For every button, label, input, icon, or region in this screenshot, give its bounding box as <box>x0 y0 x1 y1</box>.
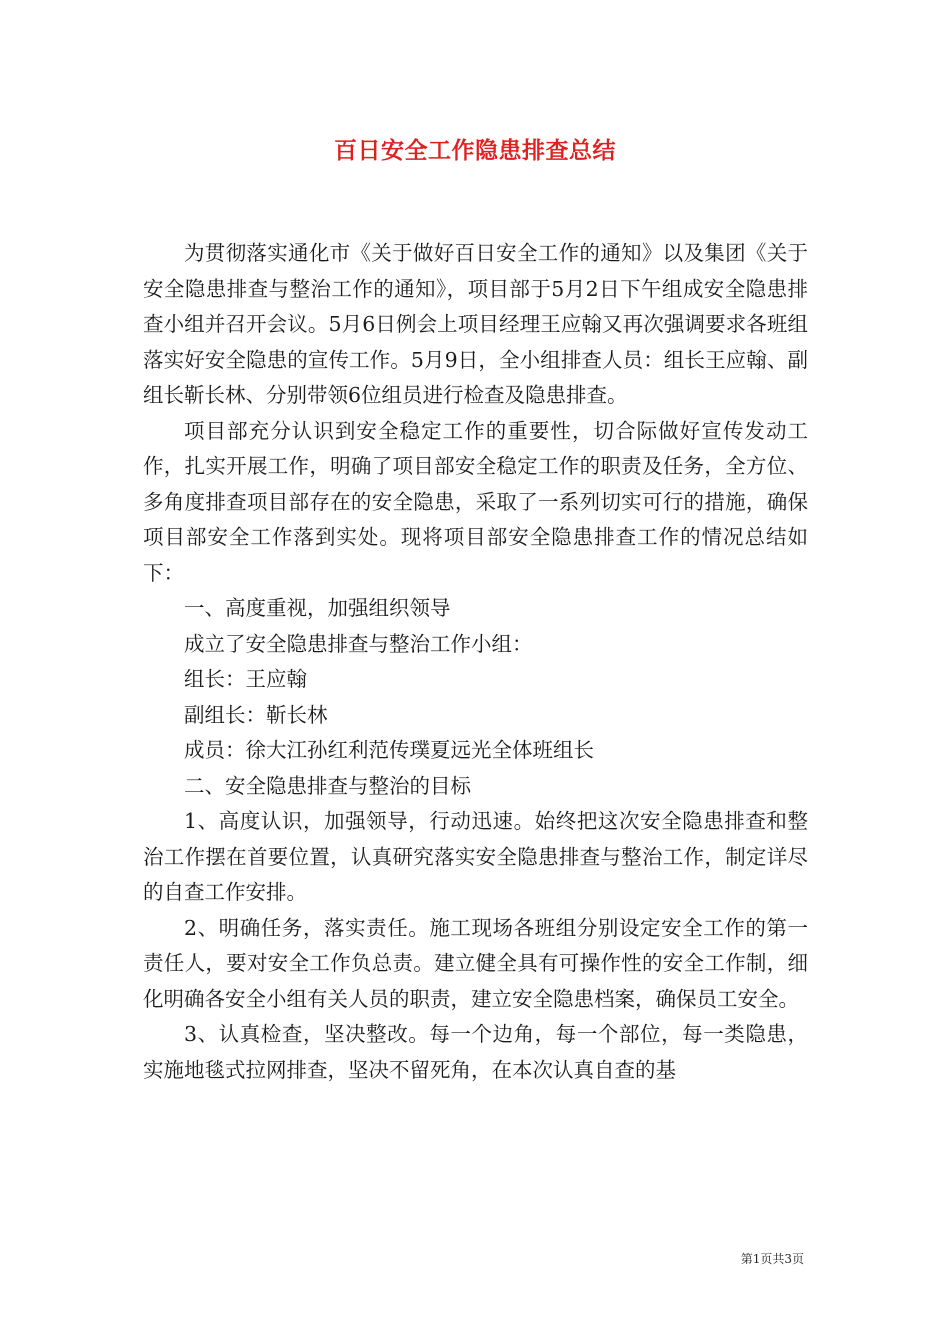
section-heading-1: 一、高度重视，加强组织领导 <box>184 596 451 620</box>
paragraph-overview: 项目部充分认识到安全稳定工作的重要性，切合际做好宣传发动工作，扎实开展工作，明确了项目部安全稳定工作的职责及任务，全方位、多角度排查项目部存在的安全隐患，采取了一系列切实可行的措施，确保项目部安全工作落到实处。现将项目部安全隐患排查工作的情况总结如下： <box>143 418 808 585</box>
group-members: 成员：徐大江孙红利范传璞夏远光全体班组长 <box>184 738 594 762</box>
group-deputy-leader: 副组长：靳长林 <box>184 702 328 727</box>
section-heading-2: 二、安全隐患排查与整治的目标 <box>184 773 471 798</box>
goal-item-2: 2、明确任务，落实责任。施工现场各班组分别设定安全工作的第一责任人，要对安全工作负总责。建立健全具有可操作性的安全工作制，细化明确各安全小组有关人员的职责，建立安全隐患档案，确保员工安全。 <box>143 915 808 1011</box>
paragraph-intro: 为贯彻落实通化市《关于做好百日安全工作的通知》以及集团《关于安全隐患排查与整治工作的通知》，项目部于5月2日下午组成安全隐患排查小组并召开会议。5月6日例会上项目经理王应翰又再次强调要求各班组落实好安全隐患的宣传工作。5月9日，全小组排查人员：组长王应翰、副组长靳长林、分别带领6位组员进行检查及隐患排查。 <box>143 241 808 407</box>
goal-item-3: 3、认真检查，坚决整改。每一个边角，每一个部位，每一类隐患，实施地毯式拉网排查，坚决不留死角，在本次认真自查的基 <box>143 1022 808 1082</box>
group-leader: 组长：王应翰 <box>184 667 307 691</box>
document-title: 百日安全工作隐患排查总结 <box>334 137 616 164</box>
goal-item-1: 1、高度认识，加强领导，行动迅速。始终把这次安全隐患排查和整治工作摆在首要位置，认真研究落实安全隐患排查与整治工作，制定详尽的自查工作安排。 <box>143 809 808 904</box>
document-body <box>143 236 808 1088</box>
page-number-footer: 第1页共3页 <box>740 1252 804 1266</box>
paragraph-group-formed: 成立了安全隐患排查与整治工作小组： <box>184 631 533 656</box>
